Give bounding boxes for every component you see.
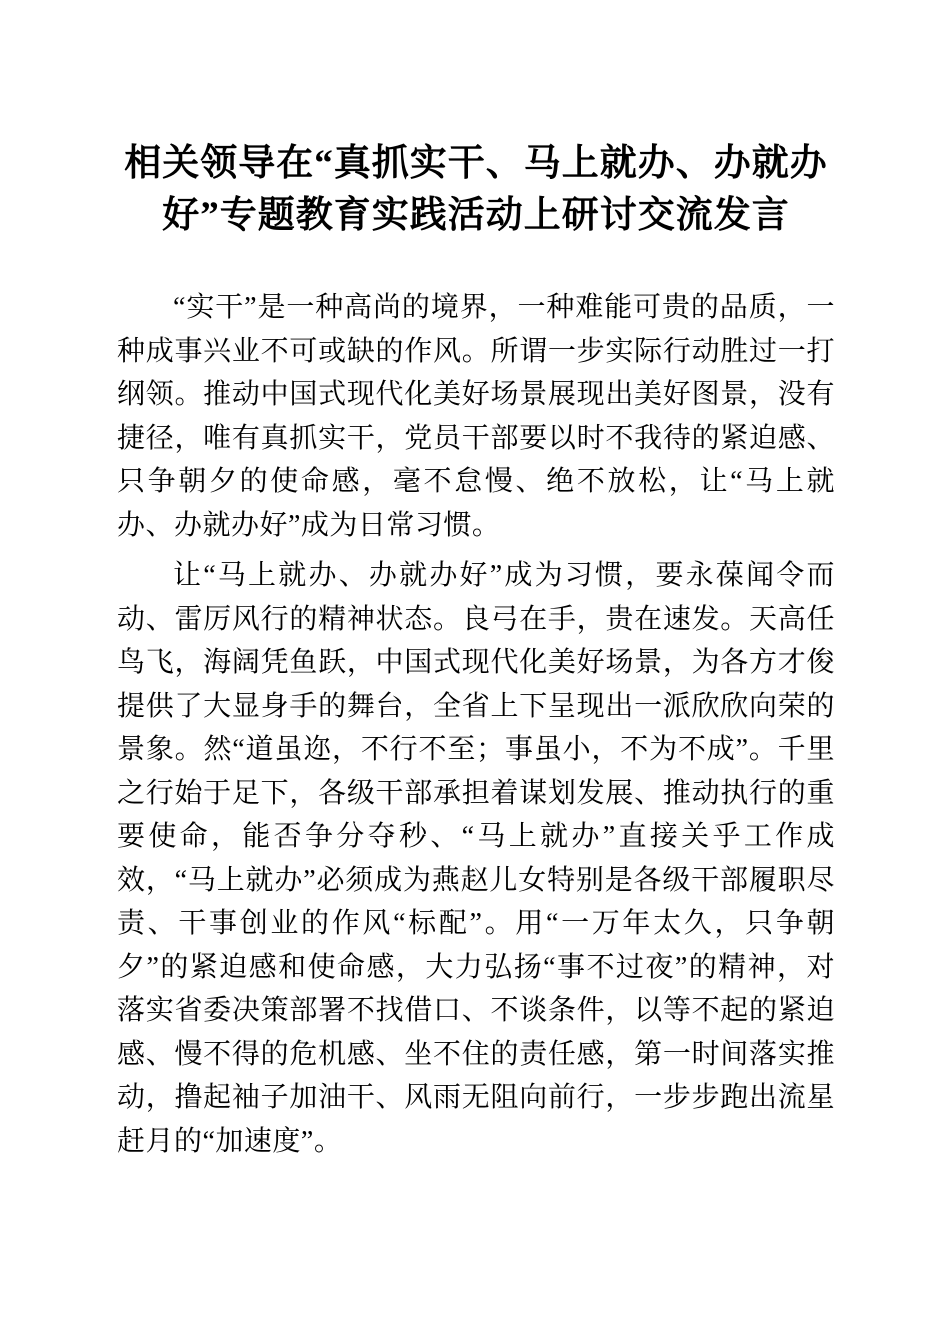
body-paragraph-2: 让“马上就办、办就办好”成为习惯，要永葆闻令而动、雷厉风行的精神状态。良弓在手，贵在速发。天高任鸟飞，海阔凭鱼跃，中国式现代化美好场景，为各方才俊提供了大显身手的舞台，全省上下呈现出一派欣欣向荣的景象。然“道虽迩，不行不至；事虽小，不为不成”。千里之行始于足下，各级干部承担着谋划发展、推动执行的重要使命，能否争分夺秒、“马上就办”直接关乎工作成效，“马上就办”必须成为燕赵儿女特别是各级干部履职尽责、干事创业的作风“标配”。用“一万年太久，只争朝夕”的紧迫感和使命感，大力弘扬“事不过夜”的精神，对落实省委决策部署不找借口、不谈条件，以等不起的紧迫感、慢不得的危机感、坐不住的责任感，第一时间落实推动，撸起袖子加油干、风雨无阻向前行，一步步跑出流星赶月的“加速度”。	[117, 560, 835, 1157]
document-title: 相关领导在“真抓实干、马上就办、办就办好”专题教育实践活动上研讨交流发言	[124, 143, 828, 236]
document-body	[117, 286, 835, 1163]
body-paragraph-1: “实干”是一种高尚的境界，一种难能可贵的品质，一种成事兴业不可或缺的作风。所谓一步实际行动胜过一打纲领。推动中国式现代化美好场景展现出美好图景，没有捷径，唯有真抓实干，党员干部要以时不我待的紧迫感、只争朝夕的使命感，毫不怠慢、绝不放松，让“马上就办、办就办好”成为日常习惯。	[117, 292, 835, 541]
